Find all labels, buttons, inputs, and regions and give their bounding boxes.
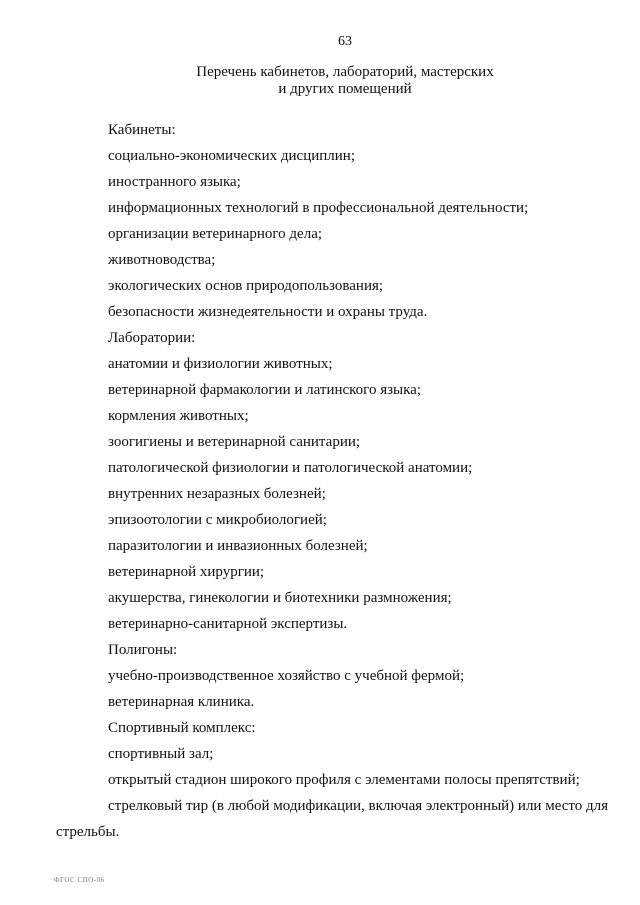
footer-stamp: ФГОС СПО-06 [54, 876, 105, 884]
list-item: патологической физиологии и патологической анатомии; [108, 460, 473, 476]
list-item-first-line: стрелковый тир (в любой модификации, включая электронный) или место для [108, 798, 609, 814]
list-item: анатомии и физиологии животных; [108, 356, 333, 372]
section-heading-sports-complex: Спортивный комплекс: [108, 720, 256, 736]
list-item: ветеринарная клиника. [108, 694, 255, 710]
list-item-continuation: стрельбы. [56, 824, 120, 840]
page-title [0, 64, 640, 98]
title-line-2: и других помещений [278, 81, 412, 97]
list-item: ветеринарно-санитарной экспертизы. [108, 616, 348, 632]
list-item: иностранного языка; [108, 174, 241, 190]
list-item: зоогигиены и ветеринарной санитарии; [108, 434, 361, 450]
page-number: 63 [338, 34, 352, 49]
list-item: эпизоотологии с микробиологией; [108, 512, 327, 528]
list-item: безопасности жизнедеятельности и охраны труда. [108, 304, 428, 320]
section-heading-polygons: Полигоны: [108, 642, 178, 658]
list-item: информационных технологий в профессиональной деятельности; [108, 200, 529, 216]
list-item: кормления животных; [108, 408, 249, 424]
section-heading-cabinets: Кабинеты: [108, 122, 176, 138]
list-item: внутренних незаразных болезней; [108, 486, 326, 502]
list-item: учебно-производственное хозяйство с учебной фермой; [108, 668, 465, 684]
list-item: акушерства, гинекологии и биотехники размножения; [108, 590, 452, 606]
list-item: социально-экономических дисциплин; [108, 148, 355, 164]
list-item: спортивный зал; [108, 746, 214, 762]
list-item: животноводства; [108, 252, 216, 268]
section-heading-laboratories: Лаборатории: [108, 330, 196, 346]
list-item: экологических основ природопользования; [108, 278, 384, 294]
list-item: ветеринарной фармакологии и латинского языка; [108, 382, 421, 398]
list-item: паразитологии и инвазионных болезней; [108, 538, 368, 554]
list-item: ветеринарной хирургии; [108, 564, 265, 580]
list-item: открытый стадион широкого профиля с элементами полосы препятствий; [108, 772, 580, 788]
title-line-1: Перечень кабинетов, лабораторий, мастерских [196, 64, 494, 80]
list-item: организации ветеринарного дела; [108, 226, 323, 242]
